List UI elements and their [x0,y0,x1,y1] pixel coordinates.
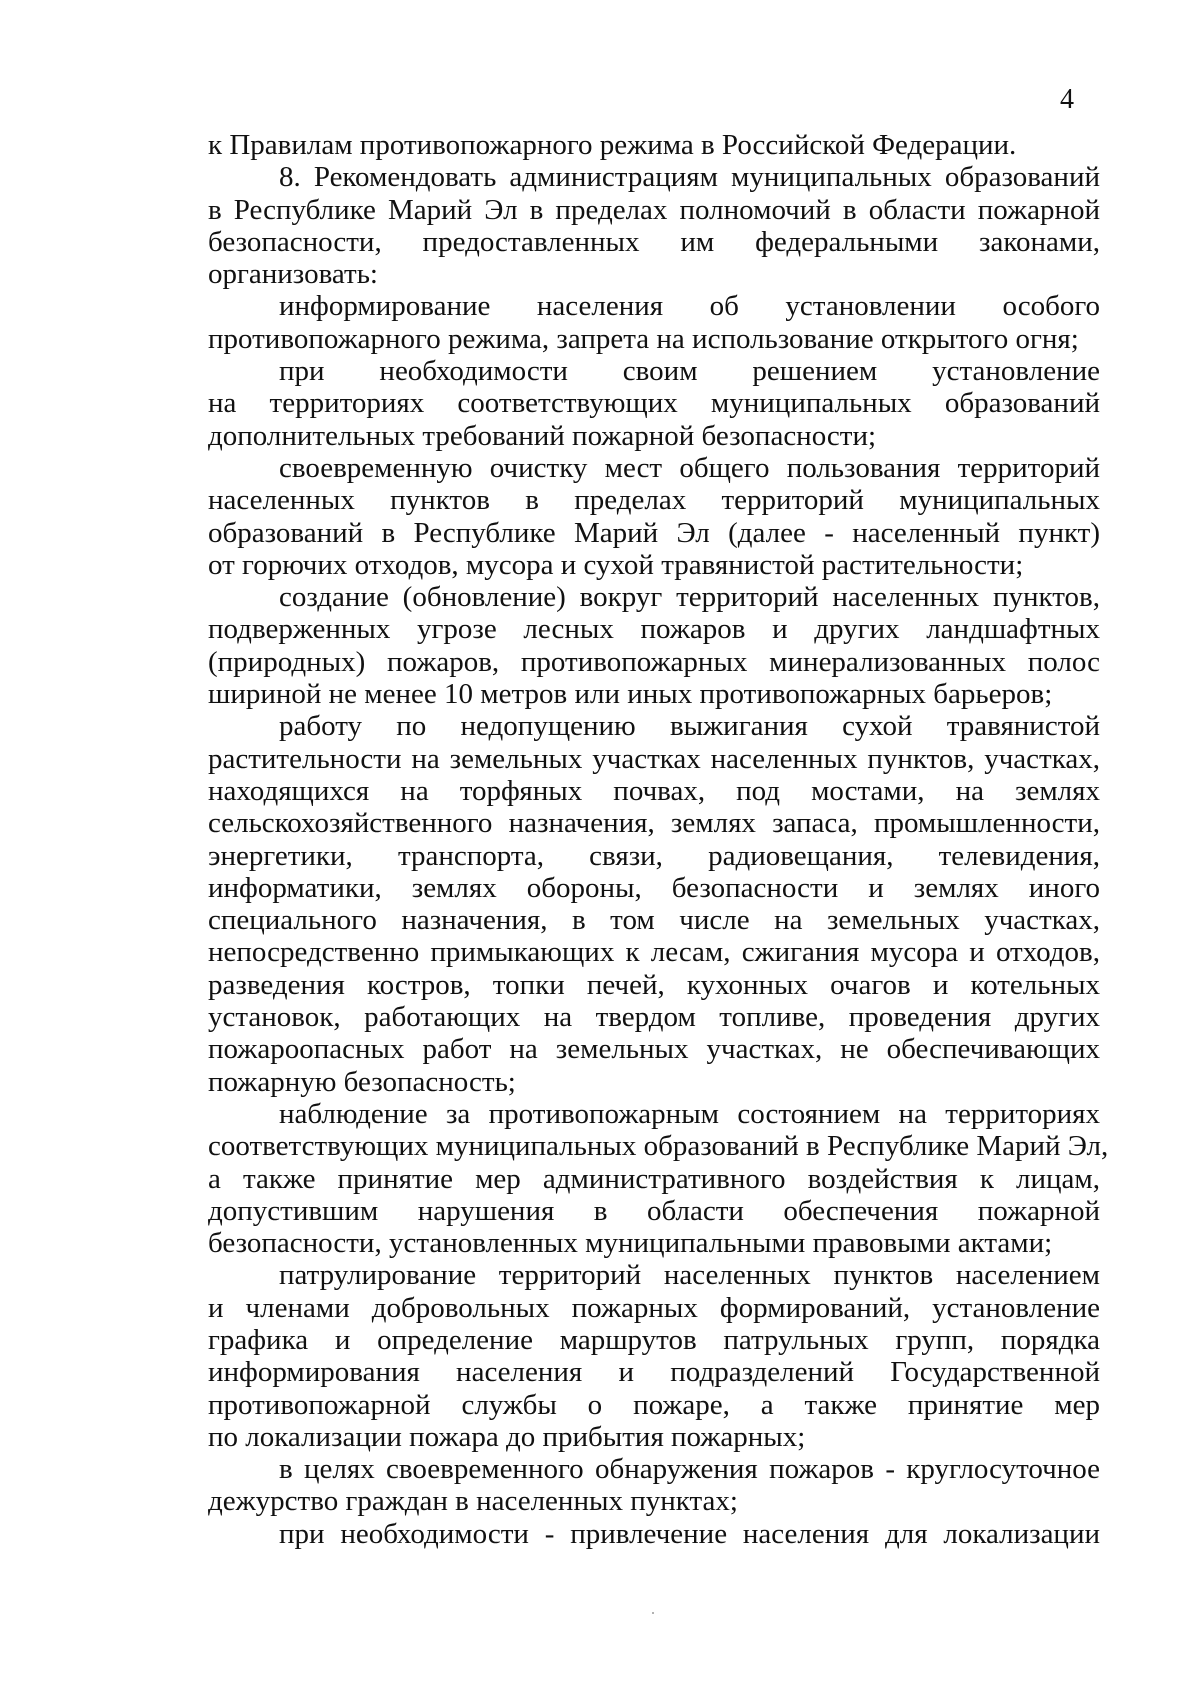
scan-artifact [652,1612,654,1614]
text-line: соответствующих муниципальных образований в Республике Марий Эл, [208,1130,1109,1163]
text-line: от горючих отходов, мусора и сухой травянистой растительности; [208,548,1024,581]
text-line: пожароопасных работ на земельных участках, не обеспечивающих [208,1033,1100,1066]
text-line: а также принятие мер административного воздействия к лицам, [208,1162,1100,1195]
text-line: по локализации пожара до прибытия пожарных; [208,1420,806,1453]
text-line: противопожарного режима, запрета на использование открытого огня; [208,322,1079,355]
text-line: находящихся на торфяных почвах, под мостами, на землях [208,774,1100,807]
text-line: создание (обновление) вокруг территорий населенных пунктов, [279,581,1100,614]
document-body [208,129,1109,1550]
text-line: в целях своевременного обнаружения пожаров - круглосуточное [279,1453,1100,1486]
text-line: противопожарной службы о пожаре, а также принятие мер [208,1388,1100,1421]
text-line: установок, работающих на твердом топливе, проведения других [208,1001,1100,1034]
text-line: и членами добровольных пожарных формирований, установление [208,1291,1100,1324]
text-line: графика и определение маршрутов патрульных групп, порядка [208,1323,1100,1356]
text-line: сельскохозяйственного назначения, землях запаса, промышленности, [208,807,1100,840]
text-line: информирование населения об установлении особого [279,290,1100,323]
text-line: шириной не менее 10 метров или иных противопожарных барьеров; [208,678,1053,711]
text-line: образований в Республике Марий Эл (далее - населенный пункт) [208,516,1100,549]
text-line: на территориях соответствующих муниципальных образований [208,387,1100,420]
text-line: при необходимости - привлечение населения для локализации [279,1517,1100,1550]
text-line: наблюдение за противопожарным состоянием на территориях [279,1097,1100,1130]
text-line: дежурство граждан в населенных пунктах; [208,1485,738,1518]
text-line: к Правилам противопожарного режима в Российской Федерации. [208,129,1017,161]
text-line: в Республике Марий Эл в пределах полномочий в области пожарной [208,193,1100,226]
text-line: дополнительных требований пожарной безопасности; [208,419,877,452]
text-line: при необходимости своим решением установление [279,355,1100,388]
text-line: разведения костров, топки печей, кухонных очагов и котельных [208,968,1100,1001]
text-line: допустившим нарушения в области обеспечения пожарной [208,1194,1100,1227]
text-line: (природных) пожаров, противопожарных минерализованных полос [208,645,1100,678]
text-line: подверженных угрозе лесных пожаров и других ландшафтных [208,613,1100,646]
text-line: населенных пунктов в пределах территорий муниципальных [208,484,1100,517]
text-line: специального назначения, в том числе на земельных участках, [208,904,1100,937]
page-number: 4 [1060,84,1074,115]
text-line: информирования населения и подразделений Государственной [208,1356,1100,1389]
text-line: безопасности, предоставленных им федеральными законами, [208,225,1100,258]
text-line: растительности на земельных участках населенных пунктов, участках, [208,742,1100,775]
text-line: энергетики, транспорта, связи, радиовещания, телевидения, [208,839,1100,872]
text-line: информатики, землях обороны, безопасности и землях иного [208,871,1100,904]
text-line: 8. Рекомендовать администрациям муниципальных образований [279,161,1100,194]
text-line: своевременную очистку мест общего пользования территорий [279,451,1100,484]
text-line: работу по недопущению выжигания сухой травянистой [279,710,1100,743]
text-line: организовать: [208,258,378,291]
text-line: безопасности, установленных муниципальными правовыми актами; [208,1227,1053,1260]
text-line: патрулирование территорий населенных пунктов населением [279,1259,1100,1292]
text-line: пожарную безопасность; [208,1065,516,1098]
text-line: непосредственно примыкающих к лесам, сжигания мусора и отходов, [208,936,1100,969]
